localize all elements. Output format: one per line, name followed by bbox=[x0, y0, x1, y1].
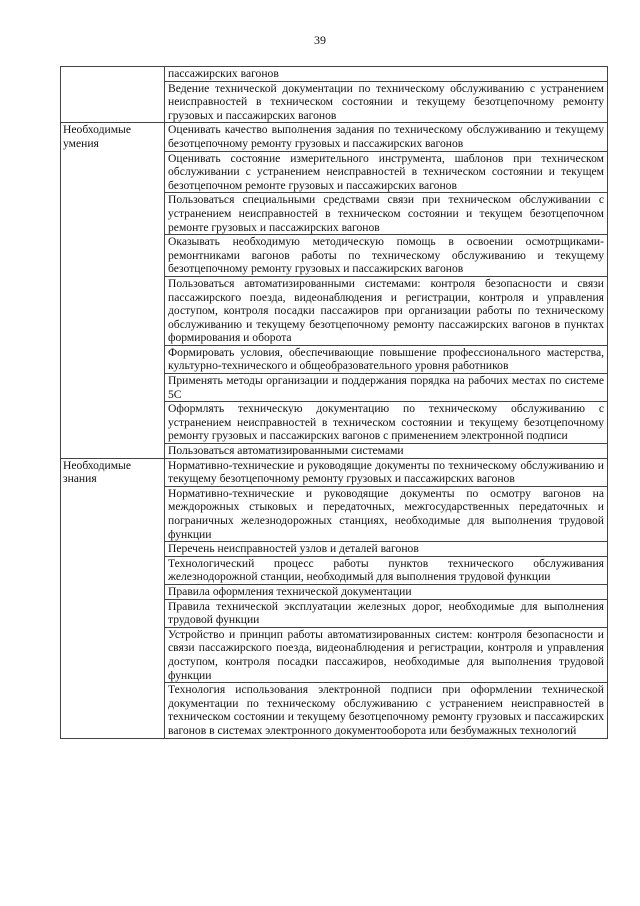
requirement-text: Технологический процесс работы пунктов технического обслуживания железнодорожной станции, необходимый для выполнения трудовой функции bbox=[165, 556, 608, 584]
requirement-text: Формировать условия, обеспечивающие повышение профессионального мастерства, культурно-технического и общеобразовательного уровня работников bbox=[165, 345, 608, 373]
section-label: Необходимые умения bbox=[61, 123, 165, 458]
requirement-text: Ведение технической документации по техническому обслуживанию с устранением неисправностей в техническом состоянии и текущему безотцепочному ремонту грузовых и пассажирских вагонов bbox=[165, 81, 608, 123]
requirement-text: Оценивать состояние измерительного инструмента, шаблонов при техническом обслуживании с устранением неисправностей в техническом состоянии и текущем безотцепочном ремонте грузовых и пассажирских вагонов bbox=[165, 151, 608, 193]
section-label-empty bbox=[61, 67, 165, 123]
requirement-text: Технология использования электронной подписи при оформлении технической документации по техническому обслуживанию с устранением неисправностей в техническом состоянии и текущему безотцепочному ремонту грузовых и пассажирских вагонов в системах электронного документооборота или безбумажных технологий bbox=[165, 683, 608, 738]
requirement-text: пассажирских вагонов bbox=[165, 67, 608, 82]
requirement-text: Правила технической эксплуатации железных дорог, необходимые для выполнения трудовой функции bbox=[165, 599, 608, 627]
table-row bbox=[61, 123, 608, 151]
requirement-text: Оформлять техническую документацию по техническому обслуживанию с устранением неисправностей в техническом состоянии и текущему безотцепочному ремонту грузовых и пассажирских вагонов с применением электронной подписи bbox=[165, 402, 608, 444]
page-number: 39 bbox=[314, 33, 326, 47]
table-body bbox=[61, 67, 608, 739]
requirement-text: Устройство и принцип работы автоматизированных систем: контроля безопасности и связи пассажирского поезда, видеонаблюдения и регистрации, контроля и управления доступом, контроля посадки пассажиров, необходимые для выполнения трудовой функции bbox=[165, 627, 608, 682]
requirement-text: Пользоваться специальными средствами связи при техническом обслуживании с устранением неисправностей в техническом состоянии и текущем безотцепочном ремонте грузовых и пассажирских вагонов bbox=[165, 193, 608, 235]
requirement-text: Правила оформления технической документации bbox=[165, 584, 608, 599]
labor-function-table bbox=[60, 66, 608, 739]
requirement-text: Пользоваться автоматизированными системами: контроля безопасности и связи пассажирского поезда, видеонаблюдения и регистрации, контроля и управления доступом, контроля посадки пассажиров при организации работы по техническому обслуживанию и текущему безотцепочному ремонту пассажирских вагонов в пунктах формирования и оборота bbox=[165, 276, 608, 345]
requirement-text: Применять методы организации и поддержания порядка на рабочих местах по системе 5С bbox=[165, 374, 608, 402]
table-row bbox=[61, 458, 608, 486]
requirement-text: Перечень неисправностей узлов и деталей вагонов bbox=[165, 542, 608, 557]
requirement-text: Нормативно-технические и руководящие документы по осмотру вагонов на междорожных стыковых и передаточных, межгосударственных передаточных и пограничных железнодорожных станциях, необходимые для выполнения трудовой функции bbox=[165, 486, 608, 541]
requirement-text: Пользоваться автоматизированными системами bbox=[165, 444, 608, 459]
requirement-text: Оценивать качество выполнения задания по техническому обслуживанию и текущему безотцепочному ремонту грузовых и пассажирских вагонов bbox=[165, 123, 608, 151]
requirement-text: Оказывать необходимую методическую помощь в освоении осмотрщиками-ремонтниками вагонов работы по техническому обслуживанию и текущему безотцепочному ремонту грузовых и пассажирских вагонов bbox=[165, 235, 608, 277]
table-row bbox=[61, 67, 608, 82]
section-label: Необходимые знания bbox=[61, 458, 165, 738]
requirement-text: Нормативно-технические и руководящие документы по техническому обслуживанию и текущему безотцепочному ремонту грузовых и пассажирских вагонов bbox=[165, 458, 608, 486]
